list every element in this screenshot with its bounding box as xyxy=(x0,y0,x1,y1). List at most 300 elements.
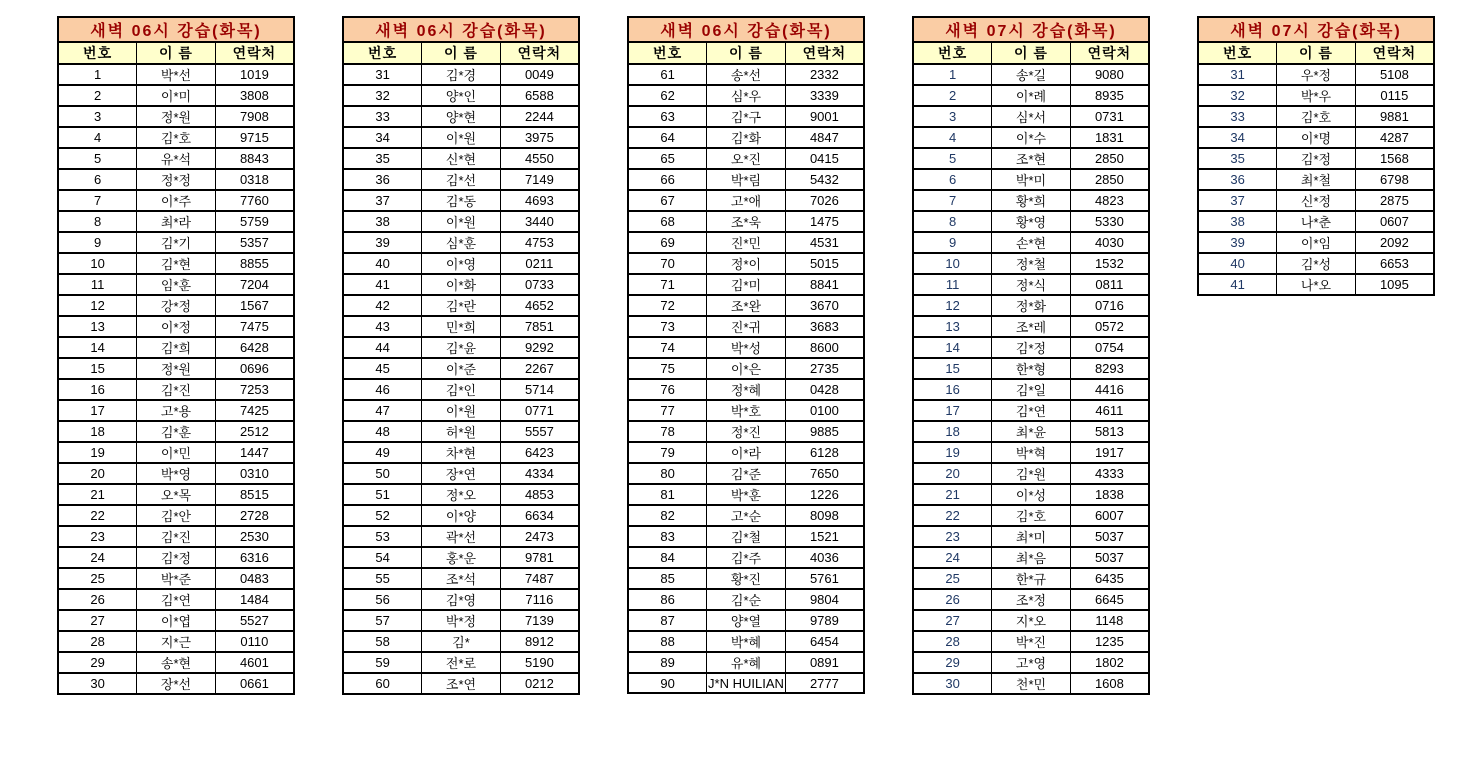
table-row xyxy=(628,631,864,652)
name-cell: 허*원 xyxy=(422,421,501,442)
row-number-cell: 72 xyxy=(628,295,707,316)
row-number-cell: 55 xyxy=(343,568,422,589)
row-number-cell: 17 xyxy=(913,400,992,421)
name-cell: 박*미 xyxy=(992,169,1071,190)
column-header-row xyxy=(913,42,1149,64)
table-row xyxy=(913,232,1149,253)
column-header: 연락처 xyxy=(500,42,579,64)
row-number-cell: 87 xyxy=(628,610,707,631)
row-number-cell: 88 xyxy=(628,631,707,652)
contact-cell: 9804 xyxy=(785,589,864,610)
contact-cell: 0696 xyxy=(215,358,294,379)
contact-cell: 2875 xyxy=(1355,190,1434,211)
name-cell: 박*진 xyxy=(992,631,1071,652)
contact-cell: 6428 xyxy=(215,337,294,358)
contact-cell: 2735 xyxy=(785,358,864,379)
row-number-cell: 22 xyxy=(58,505,137,526)
name-cell: 이*명 xyxy=(1277,127,1356,148)
row-number-cell: 11 xyxy=(58,274,137,295)
table-row xyxy=(343,316,579,337)
name-cell: 정*진 xyxy=(707,421,786,442)
contact-cell: 1608 xyxy=(1070,673,1149,694)
row-number-cell: 18 xyxy=(913,421,992,442)
table-row xyxy=(913,589,1149,610)
name-cell: 심*훈 xyxy=(422,232,501,253)
table-row xyxy=(58,568,294,589)
row-number-cell: 51 xyxy=(343,484,422,505)
row-number-cell: 58 xyxy=(343,631,422,652)
table-row xyxy=(1198,211,1434,232)
column-header: 연락처 xyxy=(1070,42,1149,64)
contact-cell: 1447 xyxy=(215,442,294,463)
table-row xyxy=(913,463,1149,484)
table-row xyxy=(628,505,864,526)
table-row xyxy=(58,631,294,652)
name-cell: 김*연 xyxy=(992,400,1071,421)
table-row xyxy=(343,169,579,190)
row-number-cell: 31 xyxy=(343,64,422,85)
name-cell: 김*영 xyxy=(422,589,501,610)
row-number-cell: 52 xyxy=(343,505,422,526)
name-cell: 이*양 xyxy=(422,505,501,526)
name-cell: 정*화 xyxy=(992,295,1071,316)
name-cell: 나*춘 xyxy=(1277,211,1356,232)
table-row xyxy=(913,526,1149,547)
table-row xyxy=(628,64,864,85)
table-row xyxy=(343,631,579,652)
table-row xyxy=(913,253,1149,274)
contact-cell: 8843 xyxy=(215,148,294,169)
name-cell: 오*목 xyxy=(137,484,216,505)
contact-cell: 9781 xyxy=(500,547,579,568)
column-header: 이 름 xyxy=(1277,42,1356,64)
column-header: 번호 xyxy=(58,42,137,64)
table-row xyxy=(913,379,1149,400)
row-number-cell: 79 xyxy=(628,442,707,463)
contact-cell: 5330 xyxy=(1070,211,1149,232)
row-number-cell: 4 xyxy=(58,127,137,148)
contact-cell: 2850 xyxy=(1070,148,1149,169)
name-cell: 심*서 xyxy=(992,106,1071,127)
contact-cell: 9001 xyxy=(785,106,864,127)
name-cell: 김*준 xyxy=(707,463,786,484)
row-number-cell: 30 xyxy=(913,673,992,694)
contact-cell: 7475 xyxy=(215,316,294,337)
contact-cell: 1532 xyxy=(1070,253,1149,274)
table-row xyxy=(58,379,294,400)
name-cell: 박*성 xyxy=(707,337,786,358)
table-row xyxy=(913,106,1149,127)
row-number-cell: 7 xyxy=(913,190,992,211)
table-row xyxy=(58,463,294,484)
row-number-cell: 30 xyxy=(58,673,137,694)
row-number-cell: 4 xyxy=(913,127,992,148)
name-cell: 김*정 xyxy=(1277,148,1356,169)
contact-cell: 4652 xyxy=(500,295,579,316)
name-cell: J*N HUILIAN xyxy=(707,673,786,693)
name-cell: 김*윤 xyxy=(422,337,501,358)
row-number-cell: 6 xyxy=(913,169,992,190)
contact-cell: 0415 xyxy=(785,148,864,169)
name-cell: 조*현 xyxy=(992,148,1071,169)
row-number-cell: 16 xyxy=(913,379,992,400)
name-cell: 정*원 xyxy=(137,106,216,127)
table-row xyxy=(58,274,294,295)
name-cell: 박*우 xyxy=(1277,85,1356,106)
column-header-row xyxy=(343,42,579,64)
table-row xyxy=(913,337,1149,358)
column-header: 연락처 xyxy=(785,42,864,64)
contact-cell: 1838 xyxy=(1070,484,1149,505)
row-number-cell: 86 xyxy=(628,589,707,610)
table-row xyxy=(628,211,864,232)
contact-cell: 6653 xyxy=(1355,253,1434,274)
name-cell: 박*영 xyxy=(137,463,216,484)
contact-cell: 2244 xyxy=(500,106,579,127)
name-cell: 김*훈 xyxy=(137,421,216,442)
contact-cell: 8855 xyxy=(215,253,294,274)
contact-cell: 0110 xyxy=(215,631,294,652)
name-cell: 김*희 xyxy=(137,337,216,358)
contact-cell: 2512 xyxy=(215,421,294,442)
row-number-cell: 26 xyxy=(913,589,992,610)
contact-cell: 1568 xyxy=(1355,148,1434,169)
contact-cell: 5190 xyxy=(500,652,579,673)
name-cell: 조*레 xyxy=(992,316,1071,337)
table-row xyxy=(628,358,864,379)
contact-cell: 4030 xyxy=(1070,232,1149,253)
table-row xyxy=(913,169,1149,190)
table-row xyxy=(58,358,294,379)
table-row xyxy=(1198,232,1434,253)
table-row xyxy=(1198,253,1434,274)
table-row xyxy=(913,295,1149,316)
row-number-cell: 83 xyxy=(628,526,707,547)
table-row xyxy=(1198,190,1434,211)
name-cell: 김*정 xyxy=(137,547,216,568)
row-number-cell: 85 xyxy=(628,568,707,589)
table-row xyxy=(913,610,1149,631)
contact-cell: 9080 xyxy=(1070,64,1149,85)
table-row xyxy=(628,337,864,358)
contact-cell: 8935 xyxy=(1070,85,1149,106)
name-cell: 이*주 xyxy=(137,190,216,211)
table-row xyxy=(58,316,294,337)
name-cell: 심*우 xyxy=(707,85,786,106)
name-cell: 이*엽 xyxy=(137,610,216,631)
row-number-cell: 38 xyxy=(343,211,422,232)
table-title: 새벽 07시 강습(화목) xyxy=(913,17,1149,42)
name-cell: 신*정 xyxy=(1277,190,1356,211)
contact-cell: 0049 xyxy=(500,64,579,85)
name-cell: 송*현 xyxy=(137,652,216,673)
table-row xyxy=(628,232,864,253)
row-number-cell: 36 xyxy=(1198,169,1277,190)
contact-cell: 0318 xyxy=(215,169,294,190)
title-row xyxy=(913,17,1149,42)
table-row xyxy=(58,442,294,463)
row-number-cell: 29 xyxy=(913,652,992,673)
table-title: 새벽 06시 강습(화목) xyxy=(628,17,864,42)
contact-cell: 3339 xyxy=(785,85,864,106)
contact-cell: 4753 xyxy=(500,232,579,253)
row-number-cell: 39 xyxy=(1198,232,1277,253)
name-cell: 양*인 xyxy=(422,85,501,106)
table-row xyxy=(343,526,579,547)
name-cell: 고*영 xyxy=(992,652,1071,673)
row-number-cell: 69 xyxy=(628,232,707,253)
name-cell: 김*구 xyxy=(707,106,786,127)
contact-cell: 4601 xyxy=(215,652,294,673)
name-cell: 최*미 xyxy=(992,526,1071,547)
title-row xyxy=(628,17,864,42)
table-title: 새벽 06시 강습(화목) xyxy=(343,17,579,42)
row-number-cell: 40 xyxy=(343,253,422,274)
name-cell: 정*이 xyxy=(707,253,786,274)
table-row xyxy=(628,85,864,106)
row-number-cell: 68 xyxy=(628,211,707,232)
row-number-cell: 19 xyxy=(58,442,137,463)
contact-cell: 0811 xyxy=(1070,274,1149,295)
row-number-cell: 71 xyxy=(628,274,707,295)
contact-cell: 7851 xyxy=(500,316,579,337)
name-cell: 박*혜 xyxy=(707,631,786,652)
table-row xyxy=(343,568,579,589)
row-number-cell: 24 xyxy=(913,547,992,568)
contact-cell: 1148 xyxy=(1070,610,1149,631)
contact-cell: 6007 xyxy=(1070,505,1149,526)
table-row xyxy=(628,484,864,505)
contact-cell: 3670 xyxy=(785,295,864,316)
name-cell: 김*란 xyxy=(422,295,501,316)
column-header: 이 름 xyxy=(992,42,1071,64)
column-header: 번호 xyxy=(343,42,422,64)
table-row xyxy=(343,64,579,85)
name-cell: 고*용 xyxy=(137,400,216,421)
table-row xyxy=(913,316,1149,337)
table-title: 새벽 06시 강습(화목) xyxy=(58,17,294,42)
contact-cell: 4333 xyxy=(1070,463,1149,484)
row-number-cell: 47 xyxy=(343,400,422,421)
row-number-cell: 11 xyxy=(913,274,992,295)
contact-cell: 5037 xyxy=(1070,526,1149,547)
contact-cell: 7253 xyxy=(215,379,294,400)
contact-cell: 4611 xyxy=(1070,400,1149,421)
contact-cell: 1521 xyxy=(785,526,864,547)
contact-cell: 1235 xyxy=(1070,631,1149,652)
row-number-cell: 35 xyxy=(343,148,422,169)
contact-cell: 0572 xyxy=(1070,316,1149,337)
row-number-cell: 62 xyxy=(628,85,707,106)
contact-cell: 0310 xyxy=(215,463,294,484)
table-row xyxy=(913,631,1149,652)
name-cell: 진*귀 xyxy=(707,316,786,337)
name-cell: 조*정 xyxy=(992,589,1071,610)
table-row xyxy=(58,652,294,673)
row-number-cell: 36 xyxy=(343,169,422,190)
contact-cell: 4853 xyxy=(500,484,579,505)
table-row xyxy=(628,652,864,673)
row-number-cell: 20 xyxy=(913,463,992,484)
title-row xyxy=(58,17,294,42)
contact-cell: 4287 xyxy=(1355,127,1434,148)
row-number-cell: 56 xyxy=(343,589,422,610)
row-number-cell: 66 xyxy=(628,169,707,190)
row-number-cell: 28 xyxy=(58,631,137,652)
column-header: 연락처 xyxy=(215,42,294,64)
contact-cell: 5557 xyxy=(500,421,579,442)
row-number-cell: 16 xyxy=(58,379,137,400)
contact-cell: 9789 xyxy=(785,610,864,631)
table-row xyxy=(343,85,579,106)
contact-cell: 0754 xyxy=(1070,337,1149,358)
name-cell: 오*진 xyxy=(707,148,786,169)
name-cell: 이*원 xyxy=(422,400,501,421)
row-number-cell: 10 xyxy=(58,253,137,274)
table-row xyxy=(58,484,294,505)
table-row xyxy=(58,85,294,106)
table-row xyxy=(58,232,294,253)
name-cell: 박*준 xyxy=(137,568,216,589)
name-cell: 이*원 xyxy=(422,127,501,148)
table-row xyxy=(628,190,864,211)
contact-cell: 5714 xyxy=(500,379,579,400)
row-number-cell: 9 xyxy=(58,232,137,253)
name-cell: 고*애 xyxy=(707,190,786,211)
row-number-cell: 89 xyxy=(628,652,707,673)
name-cell: 김*기 xyxy=(137,232,216,253)
contact-cell: 1019 xyxy=(215,64,294,85)
row-number-cell: 41 xyxy=(1198,274,1277,295)
name-cell: 박*훈 xyxy=(707,484,786,505)
table-row xyxy=(58,547,294,568)
table-body xyxy=(1198,64,1434,295)
roster-table xyxy=(1197,16,1435,296)
row-number-cell: 35 xyxy=(1198,148,1277,169)
name-cell: 박*혁 xyxy=(992,442,1071,463)
table-row xyxy=(628,673,864,693)
column-header: 번호 xyxy=(1198,42,1277,64)
table-row xyxy=(343,652,579,673)
table-row xyxy=(913,400,1149,421)
contact-cell: 4531 xyxy=(785,232,864,253)
contact-cell: 2777 xyxy=(785,673,864,693)
name-cell: 우*정 xyxy=(1277,64,1356,85)
name-cell: 조*완 xyxy=(707,295,786,316)
contact-cell: 0607 xyxy=(1355,211,1434,232)
name-cell: 김*선 xyxy=(422,169,501,190)
row-number-cell: 7 xyxy=(58,190,137,211)
table-row xyxy=(343,400,579,421)
column-header: 번호 xyxy=(913,42,992,64)
table-row xyxy=(913,505,1149,526)
contact-cell: 0733 xyxy=(500,274,579,295)
table-row xyxy=(58,295,294,316)
contact-cell: 4036 xyxy=(785,547,864,568)
column-header: 이 름 xyxy=(707,42,786,64)
contact-cell: 5015 xyxy=(785,253,864,274)
name-cell: 이*화 xyxy=(422,274,501,295)
table-row xyxy=(1198,148,1434,169)
name-cell: 김*철 xyxy=(707,526,786,547)
row-number-cell: 25 xyxy=(913,568,992,589)
row-number-cell: 46 xyxy=(343,379,422,400)
name-cell: 민*희 xyxy=(422,316,501,337)
name-cell: 황*진 xyxy=(707,568,786,589)
contact-cell: 1917 xyxy=(1070,442,1149,463)
name-cell: 김*진 xyxy=(137,379,216,400)
name-cell: 김*경 xyxy=(422,64,501,85)
name-cell: 박*호 xyxy=(707,400,786,421)
table-row xyxy=(913,547,1149,568)
name-cell: 김*안 xyxy=(137,505,216,526)
contact-cell: 4334 xyxy=(500,463,579,484)
contact-cell: 5813 xyxy=(1070,421,1149,442)
contact-cell: 7650 xyxy=(785,463,864,484)
name-cell: 김*진 xyxy=(137,526,216,547)
row-number-cell: 12 xyxy=(913,295,992,316)
name-cell: 이*미 xyxy=(137,85,216,106)
contact-cell: 3808 xyxy=(215,85,294,106)
row-number-cell: 12 xyxy=(58,295,137,316)
table-row xyxy=(58,400,294,421)
contact-cell: 2728 xyxy=(215,505,294,526)
name-cell: 김*호 xyxy=(137,127,216,148)
contact-cell: 2473 xyxy=(500,526,579,547)
row-number-cell: 20 xyxy=(58,463,137,484)
row-number-cell: 53 xyxy=(343,526,422,547)
row-number-cell: 8 xyxy=(913,211,992,232)
contact-cell: 2530 xyxy=(215,526,294,547)
contact-cell: 0428 xyxy=(785,379,864,400)
row-number-cell: 48 xyxy=(343,421,422,442)
row-number-cell: 31 xyxy=(1198,64,1277,85)
name-cell: 조*욱 xyxy=(707,211,786,232)
name-cell: 김* xyxy=(422,631,501,652)
row-number-cell: 41 xyxy=(343,274,422,295)
row-number-cell: 14 xyxy=(58,337,137,358)
row-number-cell: 76 xyxy=(628,379,707,400)
name-cell: 조*연 xyxy=(422,673,501,694)
table-row xyxy=(58,211,294,232)
table-row xyxy=(58,64,294,85)
table-row xyxy=(58,169,294,190)
contact-cell: 8098 xyxy=(785,505,864,526)
row-number-cell: 29 xyxy=(58,652,137,673)
row-number-cell: 34 xyxy=(1198,127,1277,148)
row-number-cell: 42 xyxy=(343,295,422,316)
row-number-cell: 37 xyxy=(343,190,422,211)
table-row xyxy=(628,568,864,589)
table-row xyxy=(628,400,864,421)
name-cell: 강*정 xyxy=(137,295,216,316)
row-number-cell: 15 xyxy=(913,358,992,379)
table-row xyxy=(343,463,579,484)
name-cell: 한*형 xyxy=(992,358,1071,379)
row-number-cell: 27 xyxy=(58,610,137,631)
table-row xyxy=(628,316,864,337)
table-row xyxy=(913,127,1149,148)
roster-table xyxy=(57,16,295,695)
table-row xyxy=(628,127,864,148)
contact-cell: 6645 xyxy=(1070,589,1149,610)
name-cell: 양*현 xyxy=(422,106,501,127)
name-cell: 최*철 xyxy=(1277,169,1356,190)
row-number-cell: 73 xyxy=(628,316,707,337)
table-row xyxy=(628,379,864,400)
contact-cell: 7908 xyxy=(215,106,294,127)
table-row xyxy=(628,169,864,190)
